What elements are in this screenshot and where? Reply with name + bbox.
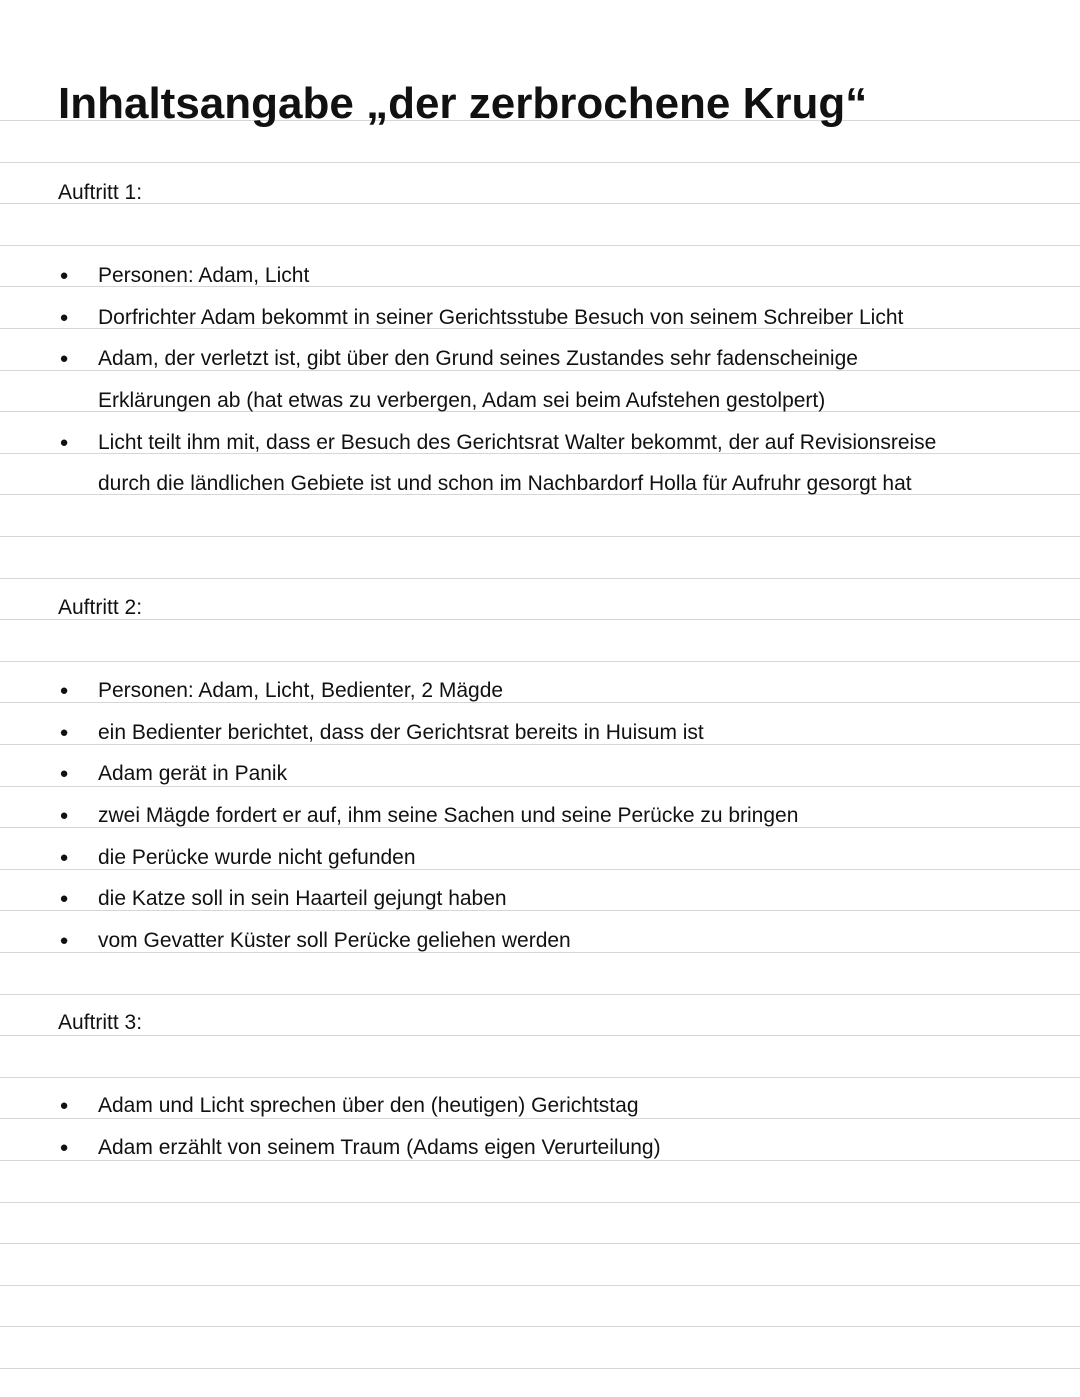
list-item-text: Adam, der verletzt ist, gibt über den Grund seines Zustandes sehr fadenscheinige Erklärungen ab (hat etwas zu verbergen, Adam sei beim Aufstehen gestolpert) <box>98 347 858 412</box>
section-auftritt-2 <box>58 587 1048 961</box>
page-title: Inhaltsangabe „der zerbrochene Krug“ <box>58 79 868 128</box>
bullet-icon: ● <box>59 723 69 741</box>
list-item <box>58 670 1048 712</box>
section-heading: Auftritt 2: <box>58 596 143 619</box>
bullet-icon: ● <box>59 267 69 285</box>
list-item <box>58 422 1048 505</box>
list-item <box>58 920 1048 962</box>
bullet-icon: ● <box>59 765 69 783</box>
list-item <box>58 255 1048 297</box>
bullet-icon: ● <box>59 848 69 866</box>
list-item <box>58 338 1048 421</box>
list-item-text: Personen: Adam, Licht <box>98 264 310 288</box>
bullet-icon: ● <box>59 931 69 949</box>
bullet-icon: ● <box>59 890 69 908</box>
list-item-text: Adam erzählt von seinem Traum (Adams eigen Verurteilung) <box>98 1135 661 1159</box>
section-auftritt-3 <box>58 1002 1048 1168</box>
section-heading: Auftritt 1: <box>58 181 143 204</box>
list-item-text: ein Bedienter berichtet, dass der Gerichtsrat bereits in Huisum ist <box>98 720 704 744</box>
bullet-icon: ● <box>59 682 69 700</box>
bullet-icon: ● <box>59 350 69 368</box>
bullet-list <box>58 255 1048 505</box>
bullet-icon: ● <box>59 308 69 326</box>
list-item <box>58 795 1048 837</box>
list-item <box>58 837 1048 879</box>
list-item-text: Adam gerät in Panik <box>98 762 288 786</box>
list-item <box>58 753 1048 795</box>
list-item-text: die Katze soll in sein Haarteil gejungt haben <box>98 887 507 911</box>
list-item-text: Dorfrichter Adam bekommt in seiner Gerichtsstube Besuch von seinem Schreiber Licht <box>98 305 904 329</box>
list-item-text: die Perücke wurde nicht gefunden <box>98 845 416 869</box>
bullet-icon: ● <box>59 1097 69 1115</box>
bullet-icon: ● <box>59 433 69 451</box>
list-item-text: Adam und Licht sprechen über den (heutigen) Gerichtstag <box>98 1094 639 1118</box>
list-item-text: Licht teilt ihm mit, dass er Besuch des Gerichtsrat Walter bekommt, der auf Revisionsreise durch die ländlichen Gebiete ist und schon im Nachbardorf Holla für Aufruhr gesorgt hat <box>98 430 937 496</box>
bullet-icon: ● <box>59 806 69 824</box>
list-item <box>58 297 1048 339</box>
list-item-text: zwei Mägde fordert er auf, ihm seine Sachen und seine Perücke zu bringen <box>98 803 799 827</box>
list-item-text: vom Gevatter Küster soll Perücke geliehen werden <box>98 928 571 952</box>
list-item <box>58 1085 1048 1127</box>
bullet-list <box>58 670 1048 961</box>
section-heading: Auftritt 3: <box>58 1011 143 1034</box>
list-item <box>58 878 1048 920</box>
list-item <box>58 1127 1048 1169</box>
list-item-text: Personen: Adam, Licht, Bedienter, 2 Mägde <box>98 679 504 703</box>
bullet-icon: ● <box>59 1138 69 1156</box>
bullet-list <box>58 1085 1048 1168</box>
list-item <box>58 712 1048 754</box>
section-auftritt-1 <box>58 172 1048 505</box>
